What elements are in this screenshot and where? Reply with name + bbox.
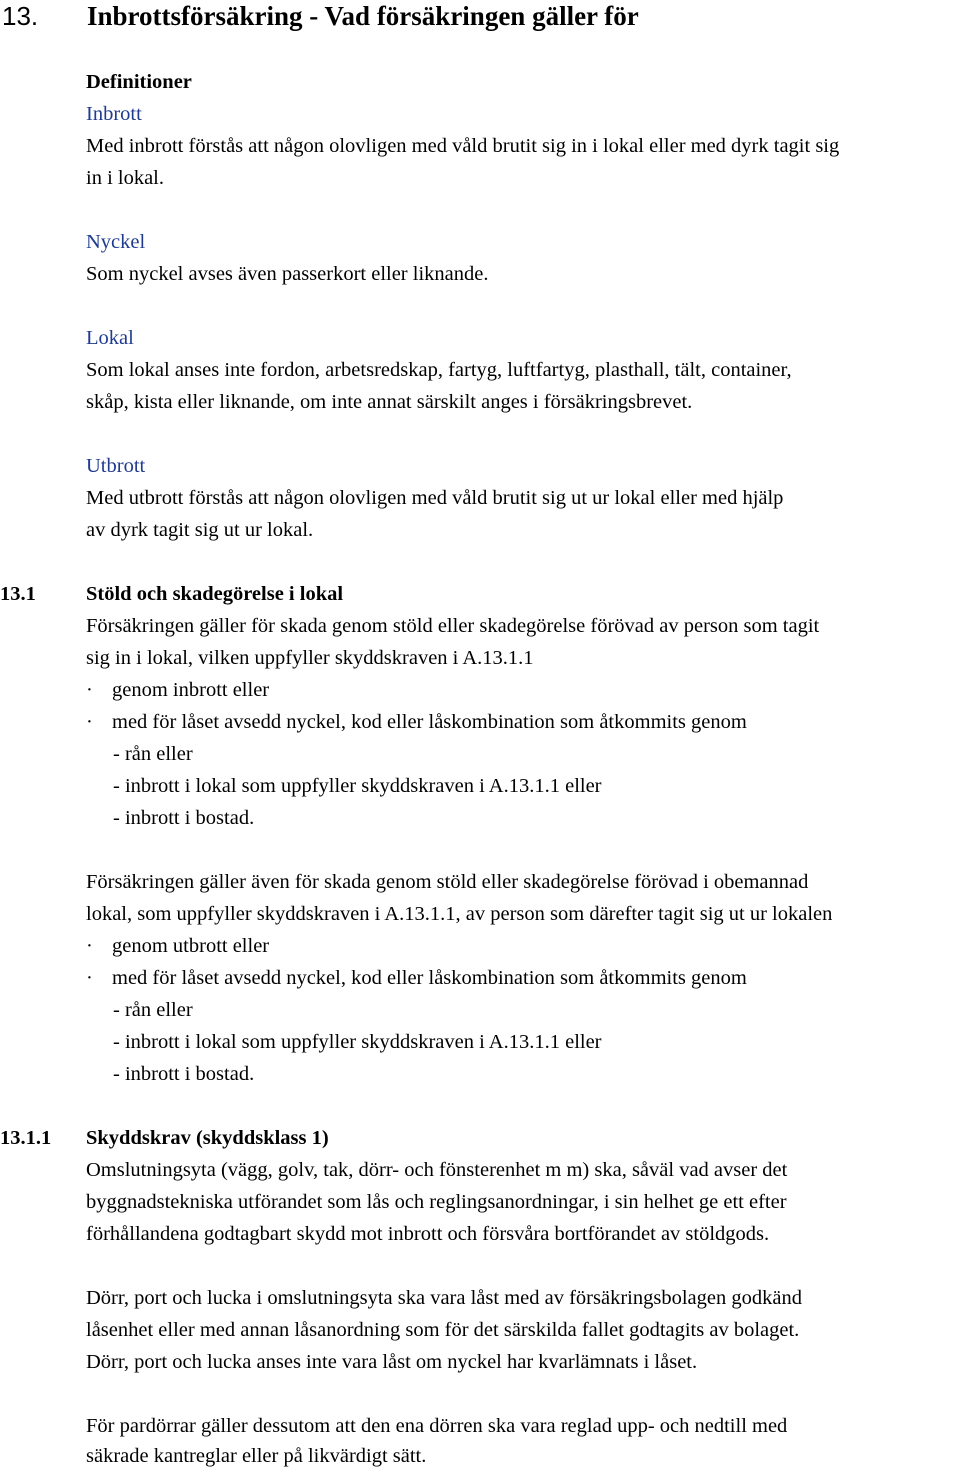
section-title: Stöld och skadegörelse i lokal	[86, 583, 344, 605]
paragraph-line: säkrade kantreglar eller på likvärdigt sätt.	[86, 1445, 427, 1467]
sub-list-item: - inbrott i lokal som uppfyller skyddskraven i A.13.1.1 eller	[113, 775, 602, 797]
sub-list-item: - inbrott i bostad.	[113, 1063, 255, 1085]
definitions-title: Definitioner	[86, 71, 192, 93]
definition-text: in i lokal.	[86, 167, 165, 189]
subsection-number: 13.1.1	[0, 1127, 52, 1149]
definition-text: skåp, kista eller liknande, om inte annat särskilt anges i försäkringsbrevet.	[86, 391, 693, 413]
list-item: med för låset avsedd nyckel, kod eller låskombination som åtkommits genom	[112, 967, 747, 989]
bullet-icon: ·	[86, 967, 93, 989]
heading-title: Inbrottsförsäkring - Vad försäkringen gäller för	[87, 1, 639, 31]
section-number: 13.1	[0, 583, 36, 605]
list-item: genom utbrott eller	[112, 935, 270, 957]
term-utbrott: Utbrott	[86, 455, 146, 477]
definition-text: Med utbrott förstås att någon olovligen med våld brutit sig ut ur lokal eller med hjälp	[86, 487, 784, 509]
definition-text: Som nyckel avses även passerkort eller liknande.	[86, 263, 489, 285]
definition-text: av dyrk tagit sig ut ur lokal.	[86, 519, 314, 541]
paragraph-line: byggnadstekniska utförandet som lås och reglingsanordningar, i sin helhet ge ett efter	[86, 1191, 787, 1213]
paragraph-line: Omslutningsyta (vägg, golv, tak, dörr- och fönsterenhet m m) ska, såväl vad avser det	[86, 1159, 788, 1181]
subsection-title: Skyddskrav (skyddsklass 1)	[86, 1127, 329, 1149]
term-inbrott: Inbrott	[86, 103, 142, 125]
term-lokal: Lokal	[86, 327, 134, 349]
definition-text: Som lokal anses inte fordon, arbetsredskap, fartyg, luftfartyg, plasthall, tält, container,	[86, 359, 792, 381]
sub-list-item: - inbrott i lokal som uppfyller skyddskraven i A.13.1.1 eller	[113, 1031, 602, 1053]
list-item: genom inbrott eller	[112, 679, 270, 701]
paragraph-line: Dörr, port och lucka i omslutningsyta ska vara låst med av försäkringsbolagen godkänd	[86, 1287, 802, 1309]
paragraph-line: sig in i lokal, vilken uppfyller skyddskraven i A.13.1.1	[86, 647, 534, 669]
sub-list-item: - inbrott i bostad.	[113, 807, 255, 829]
bullet-icon: ·	[86, 935, 93, 957]
heading-number: 13.	[2, 1, 39, 31]
paragraph-line: Försäkringen gäller även för skada genom stöld eller skadegörelse förövad i obemannad	[86, 871, 809, 893]
paragraph-line: låsenhet eller med annan låsanordning som för det särskilda fallet godtagits av bolaget.	[86, 1319, 800, 1341]
paragraph-line: För pardörrar gäller dessutom att den ena dörren ska vara reglad upp- och nedtill med	[86, 1415, 788, 1437]
bullet-icon: ·	[86, 679, 93, 701]
definition-text: Med inbrott förstås att någon olovligen med våld brutit sig in i lokal eller med dyrk tagit sig	[86, 135, 840, 157]
paragraph-line: förhållandena godtagbart skydd mot inbrott och försvåra bortförandet av stöldgods.	[86, 1223, 770, 1245]
paragraph-line: lokal, som uppfyller skyddskraven i A.13.1.1, av person som därefter tagit sig ut ur lokalen	[86, 903, 833, 925]
sub-list-item: - rån eller	[113, 999, 193, 1021]
sub-list-item: - rån eller	[113, 743, 193, 765]
paragraph-line: Försäkringen gäller för skada genom stöld eller skadegörelse förövad av person som tagit	[86, 615, 820, 637]
paragraph-line: Dörr, port och lucka anses inte vara låst om nyckel har kvarlämnats i låset.	[86, 1351, 698, 1373]
term-nyckel: Nyckel	[86, 231, 146, 253]
bullet-icon: ·	[86, 711, 93, 733]
list-item: med för låset avsedd nyckel, kod eller låskombination som åtkommits genom	[112, 711, 747, 733]
